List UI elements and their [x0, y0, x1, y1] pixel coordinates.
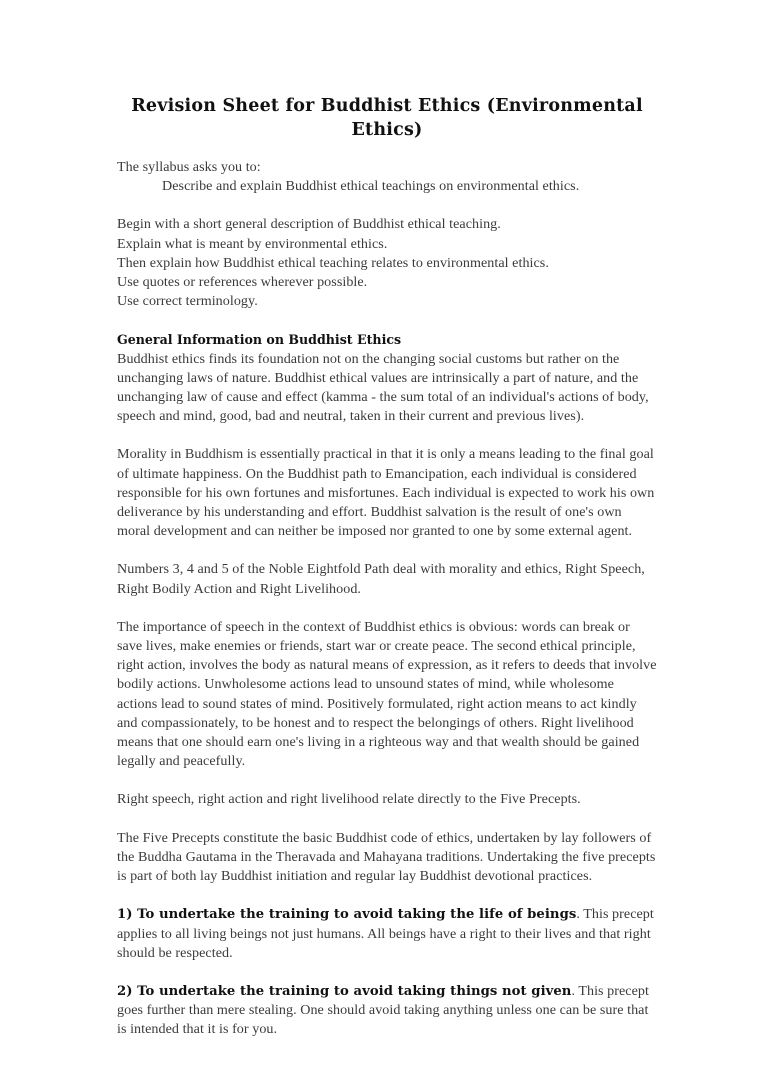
- body-paragraph: The Five Precepts constitute the basic Buddhist code of ethics, undertaken by lay followers of the Buddha Gautama in the Theravada and Mahayana traditions. Undertaking the five precepts is part of both lay Buddhist initiation and regular lay Buddhist devotional practices.: [117, 829, 656, 885]
- spacer: [117, 886, 657, 905]
- precept-text: . This precept goes further than mere stealing. One should avoid taking anything unless one can be sure that is intended that it is for you.: [117, 982, 649, 1038]
- section-heading: General Information on Buddhist Ethics: [117, 332, 402, 348]
- spacer: [117, 963, 657, 982]
- spacer: [117, 426, 657, 445]
- spacer: [117, 810, 657, 829]
- instruction-line: Use correct terminology.: [117, 293, 258, 310]
- spacer: [117, 771, 657, 790]
- precept-item: [117, 905, 657, 963]
- instruction-line: Explain what is meant by environmental ethics.: [117, 235, 388, 252]
- spacer: [117, 311, 657, 330]
- precept-title: 1) To undertake the training to avoid taking the life of beings: [117, 907, 577, 923]
- body-paragraph: Morality in Buddhism is essentially practical in that it is only a means leading to the final goal of ultimate happiness. On the Buddhist path to Emancipation, each individual is considered responsible for his own fortunes and misfortunes. Each individual is expected to work his own deliverance by his understanding and effort. Buddhist salvation is the result of one's own moral development and can neither be imposed nor granted to one by some external agent.: [117, 446, 655, 540]
- syllabus-task: Describe and explain Buddhist ethical teachings on environmental ethics.: [162, 178, 580, 195]
- syllabus-intro: The syllabus asks you to:: [117, 159, 261, 175]
- precept-paragraph: [117, 982, 657, 1040]
- spacer: [117, 196, 657, 215]
- precept-paragraph: [117, 905, 657, 963]
- precept-item: [117, 982, 657, 1040]
- document-page: [117, 94, 657, 1040]
- spacer: [117, 541, 657, 560]
- body-paragraph: Buddhist ethics finds its foundation not on the changing social customs but rather on the unchanging laws of nature. Buddhist ethical values are intrinsically a part of nature, and the unchanging law of cause and effect (kamma - the sum total of an individual's actions of body, speech and mind, good, bad and neutral, taken in their current and previous lives).: [117, 350, 649, 425]
- instruction-line: Use quotes or references wherever possible.: [117, 274, 368, 291]
- body-paragraph: Numbers 3, 4 and 5 of the Noble Eightfold Path deal with morality and ethics, Right Speech, Right Bodily Action and Right Livelihood.: [117, 561, 645, 597]
- instruction-line: Then explain how Buddhist ethical teaching relates to environmental ethics.: [117, 254, 549, 271]
- document-title: Revision Sheet for Buddhist Ethics (Environmental Ethics): [131, 96, 643, 140]
- precept-text: . This precept applies to all living beings not just humans. All beings have a right to their lives and that right should be respected.: [117, 906, 654, 961]
- instruction-line: Begin with a short general description of Buddhist ethical teaching.: [117, 216, 501, 233]
- body-paragraph: Right speech, right action and right livelihood relate directly to the Five Precepts.: [117, 791, 581, 808]
- body-paragraph: The importance of speech in the context of Buddhist ethics is obvious: words can break or save lives, make enemies or friends, start war or create peace. The second ethical principle, right action, involves the body as natural means of expression, as it refers to deeds that involve bodily actions. Unwholesome actions lead to unsound states of mind, while wholesome actions lead to sound states of mind. Positively formulated, right action means to act kindly and compassionately, to be honest and to respect the belongings of others. Right livelihood means that one should earn one's living in a righteous way and that wealth should be gained legally and peacefully.: [117, 618, 657, 770]
- spacer: [117, 599, 657, 618]
- precept-title: 2) To undertake the training to avoid taking things not given: [117, 983, 572, 999]
